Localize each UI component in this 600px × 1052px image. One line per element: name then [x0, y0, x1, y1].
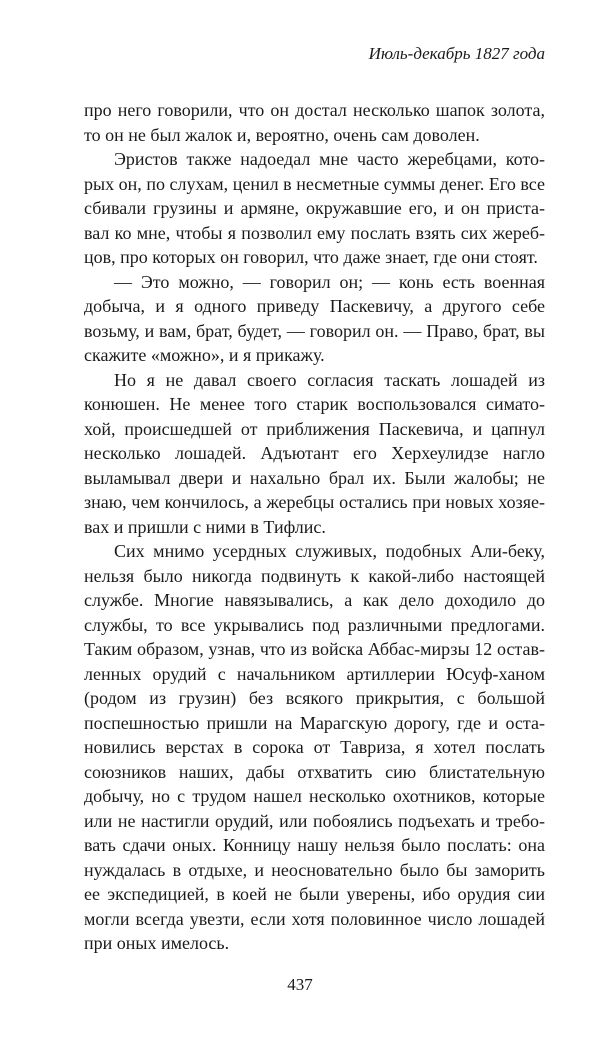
text-line: службы, то все укрывались под различными предлогами. — [84, 614, 545, 635]
text-line: — Это можно, — говорил он; — конь есть военная — [114, 271, 545, 292]
text-line: союзников наших, дабы отхватить сию блистательную — [84, 761, 545, 782]
running-header: Июль-декабрь 1827 года — [368, 44, 545, 63]
body-text — [84, 98, 545, 956]
text-line: скажите «можно», и я прикажу. — [84, 345, 325, 365]
text-line: Таким образом, узнав, что из войска Аббас-мирзы 12 остав- — [84, 639, 545, 659]
text-line: добычу, но с трудом нашел несколько охотников, которые — [84, 786, 545, 806]
text-line: ленных орудий с начальником артиллерии Юсуф-ханом — [84, 663, 545, 684]
text-line: сбивали грузины и армяне, окружавшие его, и он приста- — [84, 198, 545, 218]
text-line: про него говорили, что он достал несколько шапок золота, — [84, 100, 545, 120]
text-line: новились верстах в сорока от Тавриза, я хотел послать — [84, 737, 545, 757]
text-line: поспешностью пришли на Марагскую дорогу, где и оста- — [84, 712, 545, 733]
text-line: добыча, и я одного приведу Паскевичу, а другого себе — [84, 296, 545, 316]
text-line: при оных имелось. — [84, 933, 230, 953]
text-line: (родом из грузин) без всякого прикрытия, с большой — [84, 688, 545, 708]
text-line: ее экспедицией, в коей не были уверены, ибо орудия сии — [84, 884, 545, 904]
text-line: нуждалась в отдыхе, и неосновательно было бы заморить — [84, 859, 545, 880]
text-line: то он не был жалок и, вероятно, очень сам доволен. — [84, 124, 480, 145]
text-line: или не настигли орудий, или побоялись подъехать и требо- — [84, 810, 545, 831]
text-line: вал ко мне, чтобы я позволил ему послать взять сих жереб- — [84, 222, 545, 243]
page-number: 437 — [287, 975, 313, 994]
text-line: вать сдачи оных. Конницу нашу нельзя было послать: она — [84, 835, 545, 855]
text-line: хой, происшедшей от приближения Паскевича, и цапнул — [84, 418, 545, 439]
text-line: несколько лошадей. Адъютант его Херхеулидзе нагло — [84, 443, 545, 463]
text-line: рых он, по слухам, ценил в несметные суммы денег. Его все — [84, 173, 545, 194]
text-line: Но я не давал своего согласия таскать лошадей из — [114, 369, 545, 390]
text-line: службе. Многие навязывались, а как дело доходило до — [84, 590, 545, 610]
text-line: выламывал двери и нахально брал их. Были жалобы; не — [84, 467, 545, 488]
text-line: цов, про которых он говорил, что даже знает, где они стоят. — [84, 247, 538, 267]
text-line: знаю, чем кончилось, а жеребцы остались при новых хозяе- — [84, 492, 545, 512]
text-line: могли всегда увезти, если хотя половинное число лошадей — [84, 908, 545, 929]
text-line: конюшен. Не менее того старик воспользовался симато- — [84, 394, 545, 414]
text-line: Эристов также надоедал мне часто жеребцами, кото- — [114, 149, 545, 169]
text-line: возьму, и вам, брат, будет, — говорил он. — Право, брат, вы — [84, 320, 545, 341]
text-line: нельзя было никогда подвинуть к какой-либо настоящей — [84, 565, 545, 586]
text-line: вах и пришли с ними в Тифлис. — [84, 516, 326, 537]
text-line: Сих мнимо усердных служивых, подобных Али-беку, — [114, 541, 545, 561]
